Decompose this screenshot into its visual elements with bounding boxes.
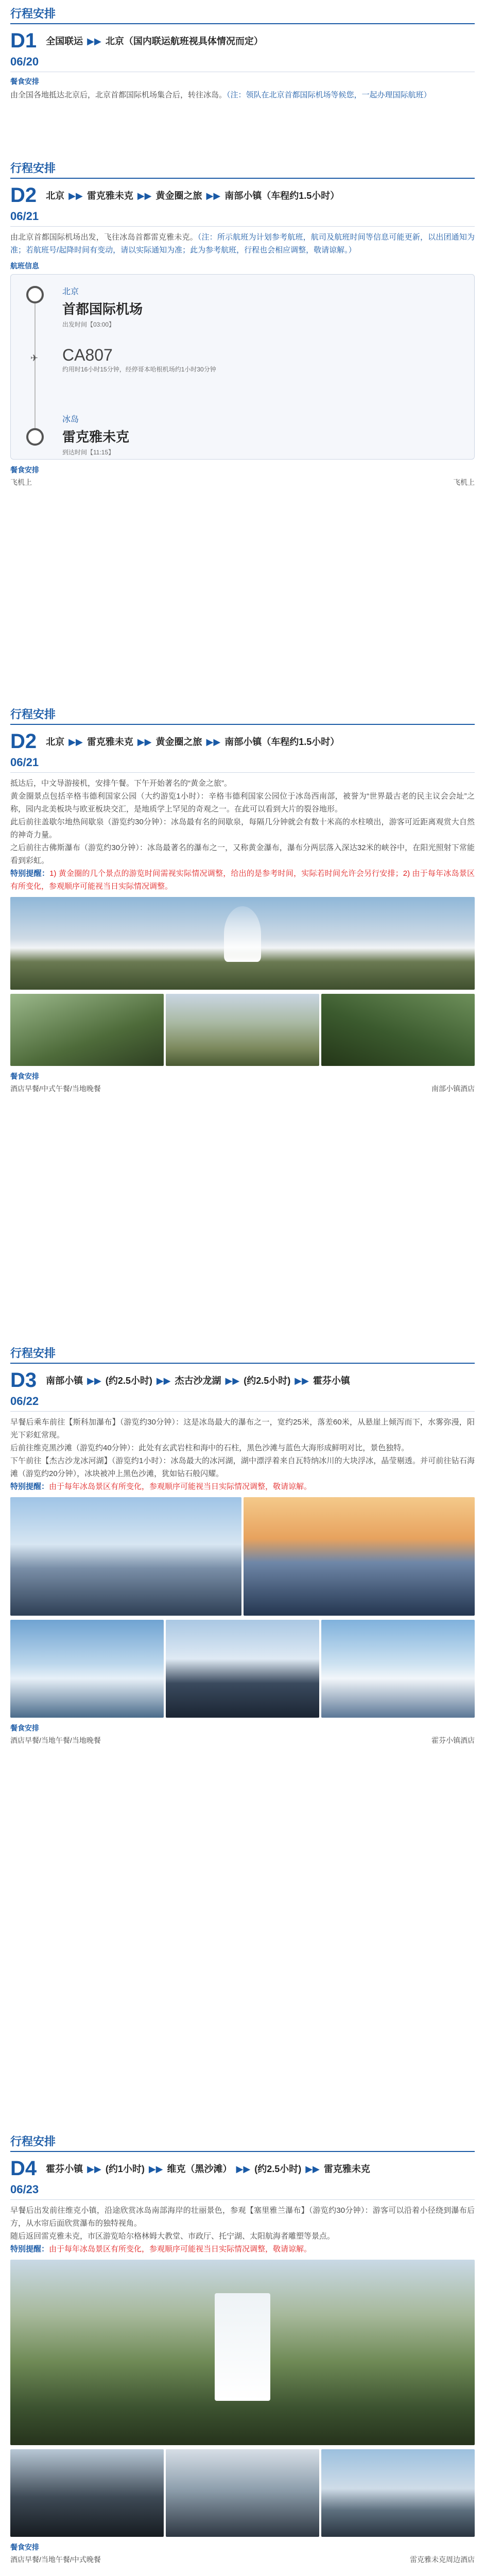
arrival-time: 到达时间【11:15】	[62, 449, 115, 456]
hotel-info: 霍芬小镇酒店	[431, 1736, 475, 1744]
route	[46, 34, 263, 47]
section-day1	[0, 0, 485, 155]
day-code: D1	[10, 29, 37, 52]
section-header	[10, 2128, 475, 2152]
meal-label: 餐食安排	[10, 1072, 39, 1080]
section-title: 行程安排	[10, 162, 56, 175]
day-row	[10, 2157, 475, 2180]
arrival-info	[62, 413, 129, 456]
arrow-icon: ▶▶	[206, 737, 221, 747]
day-description: 由北京首都国际机场出发，飞往冰岛首都雷克雅未克。（注：所示航班为计划参考航班，航司及航班时间等信息可能更新，以出团通知为准；若航班号/起降时间有变动，请以实际通知为准；此为参考航班，行程也会相应调整，敬请谅解。）	[10, 233, 475, 255]
day-row	[10, 1369, 475, 1392]
day-row	[10, 184, 475, 207]
falls-photo	[166, 994, 319, 1066]
meal-info: 飞机上	[10, 478, 32, 486]
flight-timeline	[26, 286, 44, 363]
day-code: D2	[10, 184, 37, 207]
meal-row	[10, 1735, 475, 1745]
special-note: 特别提醒：由于每年冰岛景区有所变化，参观顺序可能视当日实际情况调整，敬请谅解。	[10, 1482, 312, 1491]
waterfall-stream	[215, 2293, 270, 2401]
departure-airport: 首都国际机场	[62, 301, 143, 317]
section-day2-golden-circle	[0, 701, 485, 1329]
arrow-icon: ▶▶	[295, 1376, 309, 1386]
divider	[10, 772, 475, 773]
date: 06/21	[10, 756, 39, 769]
departure-info	[62, 285, 143, 329]
route-stop: 北京（国内联运航班视具体情况而定）	[105, 36, 263, 46]
section-header	[10, 155, 475, 179]
special-note: 特别提醒：1) 黄金圈的几个景点的游览时间需视实际情况调整，给出的是参考时间，实际若时间允许会另行安排；2) 由于每年冰岛景区有所变化，参观顺序可能视当日实际情况调整。	[10, 869, 475, 891]
day-code: D2	[10, 730, 37, 753]
photo-row	[10, 994, 475, 1066]
section-title: 行程安排	[10, 2135, 56, 2148]
meal-info: 酒店早餐/当地午餐/当地晚餐	[10, 1736, 101, 1744]
photo-row	[10, 2449, 475, 2537]
route: 霍芬小镇 ▶▶ (约1小时) ▶▶ 维克（黑沙滩） ▶▶ (约2.5小时) ▶▶ 雷克雅未克	[46, 2164, 370, 2174]
divider	[10, 226, 475, 227]
sunset-ice-photo	[244, 1497, 475, 1616]
church-photo	[321, 2449, 475, 2537]
route: 北京 ▶▶ 雷克雅未克 ▶▶ 黄金圈之旅 ▶▶ 南部小镇（车程约1.5小时）	[46, 737, 340, 747]
arrival-city: 冰岛	[62, 415, 79, 424]
arrow-icon: ▶▶	[305, 2164, 320, 2174]
meal-row	[10, 1083, 475, 1094]
divider	[10, 1411, 475, 1412]
section-header	[10, 701, 475, 725]
note: （注：所示航班为计划参考航班，航司及航班时间等信息可能更新，以出团通知为准；若航班号/起降时间有变动，请以实际通知为准；此为参考航班，行程也会相应调整，敬请谅解。）	[10, 233, 475, 255]
arrow-icon: ▶▶	[148, 2164, 163, 2174]
arrival-airport: 雷克雅未克	[62, 429, 130, 445]
glacier-photo	[321, 1620, 475, 1718]
day-description: 早餐后乘车前往【斯科加瀑布】（游览约30分钟）：这是冰岛最大的瀑布之一，宽约25米，落差60米，从悬崖上倾泻而下，水雾弥漫，阳光下彩虹常现。 后前往维克黑沙滩（游览约40分钟）：此处有玄武岩柱和海中的石柱，黑色沙滩与蓝色大海形成鲜明对比，景色独特。 下午前往【杰古沙龙冰河湖】（游览约1小时）：冰岛最大的冰河湖，湖中漂浮着来自瓦特纳冰川的大块浮冰，晶莹剔透。并可前往钻石海滩（游览约20分钟），冰块被冲上黑色沙滩，犹如钻石般闪耀。 特别提醒：由于每年冰岛景区有所变化，参观顺序可能视当日实际情况调整，敬请谅解。	[10, 1416, 475, 1493]
section-day4	[0, 2128, 485, 2576]
route: 南部小镇 ▶▶ (约2.5小时) ▶▶ 杰古沙龙湖 ▶▶ (约2.5小时) ▶▶ 霍芬小镇	[46, 1376, 350, 1386]
arrow-icon: ▶▶	[137, 737, 152, 747]
day-description: 由全国各地抵达北京后，北京首都国际机场集合后，转往冰岛。（注：领队在北京首都国际机场等候您，一起办理国际航班）	[10, 91, 431, 99]
divider	[10, 2199, 475, 2200]
departure-city: 北京	[62, 287, 79, 296]
meal-label: 餐食安排	[10, 2543, 39, 2551]
flight-number: CA807	[62, 346, 113, 364]
meal-label: 餐食安排	[10, 1724, 39, 1732]
plane-icon: ✈	[30, 353, 39, 363]
day-code: D3	[10, 1369, 37, 1392]
flight-info	[62, 346, 216, 374]
arrow-icon: ▶▶	[206, 191, 221, 201]
valley-photo	[321, 994, 475, 1066]
day-description: 早餐后出发前往维克小镇，沿途欣赏冰岛南部海岸的壮丽景色，参观【塞里雅兰瀑布】（游览约30分钟）：游客可以沿着小径绕到瀑布后方，从水帘后面欣赏瀑布的独特视角。 随后返回雷克雅未克，市区游览哈尔格林姆大教堂、市政厅、托宁湖、太阳航海者雕塑等景点。 特别提醒：由于每年冰岛景区有所变化，参观顺序可能视当日实际情况调整，敬请谅解。	[10, 2204, 475, 2256]
arrow-icon: ▶▶	[87, 2164, 101, 2174]
arrow-icon: ▶▶	[68, 191, 83, 201]
photo-row	[10, 1620, 475, 1718]
diamond-beach-photo	[166, 1620, 319, 1718]
arrow-icon: ▶▶	[225, 1376, 240, 1386]
section-day3	[0, 1340, 485, 2112]
route-stop: 全国联运	[46, 36, 83, 46]
day-description: 抵达后，中文导游接机，安排午餐。下午开始著名的“黄金之旅”。 黄金圈景点包括辛格韦德利国家公园（大约游览1小时）：辛格韦德利国家公园位于冰岛西南部，被誉为“世界最古老的民主议会会址”之称，园内北美板块与欧亚板块交汇，是地质学上罕见的奇观之一。在此可以看到大片的裂谷地形。 此后前往盖歇尔地热间歇泉（游览约30分钟）：冰岛最有名的间歇泉，每隔几分钟就会有数十米高的水柱喷出，游客可近距离观赏大自然的神奇力量。 之后前往古佛斯瀑布（游览约30分钟）：冰岛最著名的瀑布之一，又称黄金瀑布，瀑布分两层落入深达32米的峡谷中，在阳光照射下常能看到彩虹。 特别提醒：1) 黄金圈的几个景点的游览时间需视实际情况调整，给出的是参考时间，实际若时间允许会另行安排；2) 由于每年冰岛景区有所变化，参观顺序可能视当日实际情况调整。	[10, 777, 475, 893]
day-code: D4	[10, 2157, 37, 2180]
geyser-photo	[10, 897, 475, 990]
arrival-dot-icon	[26, 428, 44, 446]
route: 北京 ▶▶ 雷克雅未克 ▶▶ 黄金圈之旅 ▶▶ 南部小镇（车程约1.5小时）	[46, 191, 340, 201]
basalt-photo	[166, 2449, 319, 2537]
section-title: 行程安排	[10, 7, 56, 20]
photo-row	[10, 1497, 475, 1616]
arrow-icon: ▶▶	[236, 2164, 251, 2174]
departure-dot-icon	[26, 286, 44, 303]
arrow-icon: ▶▶	[68, 737, 83, 747]
canyon-photo	[10, 994, 164, 1066]
geyser-plume	[224, 906, 261, 962]
section-day2-flight	[0, 155, 485, 649]
meal-row	[10, 2554, 475, 2565]
section-header	[10, 0, 475, 24]
departure-time: 出发时间【03:00】	[62, 321, 115, 328]
meal-row	[10, 477, 475, 487]
meal-info: 酒店早餐/中式午餐/当地晚餐	[10, 1084, 101, 1093]
date: 06/21	[10, 210, 39, 223]
hotel-info: 雷克雅未克周边酒店	[410, 2555, 475, 2564]
section-title: 行程安排	[10, 1347, 56, 1360]
date: 06/20	[10, 55, 39, 68]
glacier-lagoon-photo	[10, 1497, 241, 1616]
date: 06/23	[10, 2183, 39, 2196]
arrow-icon: ▶▶	[156, 1376, 171, 1386]
section-title: 行程安排	[10, 708, 56, 721]
section-header	[10, 1340, 475, 1364]
meal-label: 餐食安排	[10, 77, 39, 86]
note: （注：领队在北京首都国际机场等候您，一起办理国际航班）	[227, 91, 431, 99]
waterfall-photo	[10, 2260, 475, 2445]
day-row	[10, 730, 475, 753]
timeline-line	[34, 303, 36, 432]
flight-card	[10, 274, 475, 460]
meal-info: 酒店早餐/当地午餐/中式晚餐	[10, 2555, 101, 2564]
hotel-info: 南部小镇酒店	[431, 1084, 475, 1093]
special-note: 特别提醒：由于每年冰岛景区有所变化，参观顺序可能视当日实际情况调整，敬请谅解。	[10, 2245, 312, 2253]
arrow-icon: ▶▶	[137, 191, 152, 201]
flight-duration: 约用时16小时15分钟，经停哥本哈根机场约1小时30分钟	[62, 366, 216, 373]
meal-label: 餐食安排	[10, 466, 39, 474]
black-beach-photo	[10, 2449, 164, 2537]
arrow-icon: ▶▶	[87, 1376, 101, 1386]
flight-label: 航班信息	[10, 262, 39, 270]
day-row	[10, 29, 475, 52]
date: 06/22	[10, 1395, 39, 1408]
iceberg-photo	[10, 1620, 164, 1718]
meal-info: 飞机上	[453, 478, 475, 486]
arrow-icon: ▶▶	[87, 36, 101, 46]
